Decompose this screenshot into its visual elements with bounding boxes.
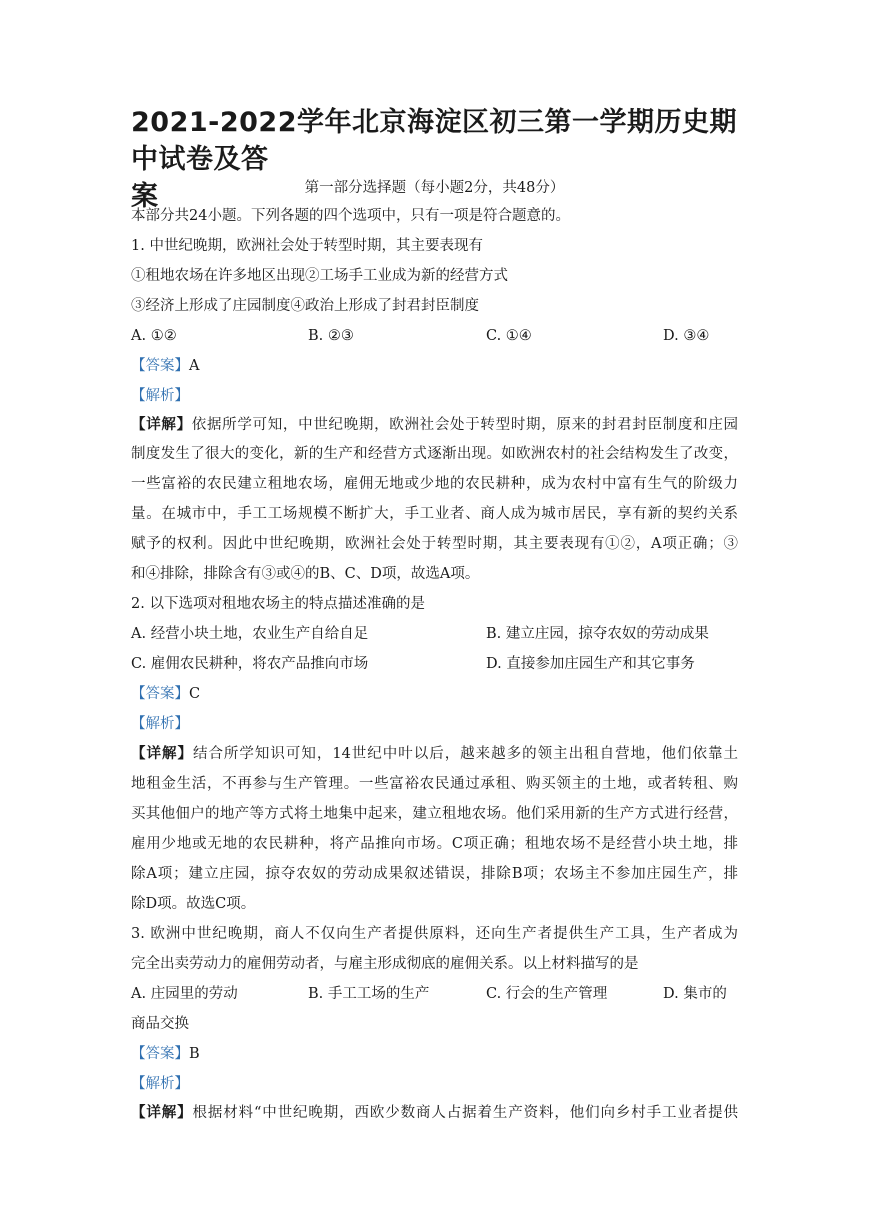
q3-stem-line-1: 3. 欧洲中世纪晚期，商人不仅向生产者提供原料，还向生产者提供生产工具，生产者成为 bbox=[131, 926, 738, 942]
q2-answer-value: C bbox=[189, 686, 201, 702]
section-intro: 本部分共24小题。下列各题的四个选项中，只有一项是符合题意的。 bbox=[131, 208, 570, 224]
q2-option-d: D. 直接参加庄园生产和其它事务 bbox=[486, 656, 695, 672]
title-line-1: 2021-2022学年北京海淀区初三第一学期历史期中试卷及答 bbox=[131, 107, 737, 175]
q2-detail-text-1: 结合所学知识可知，14世纪中叶以后，越来越多的领主出租自营地，他们依靠土 bbox=[192, 746, 738, 762]
title-line-2: 案 bbox=[131, 181, 159, 212]
q2-analysis-tag: 【解析】 bbox=[131, 716, 189, 732]
q2-detail-line-5: 除A项；建立庄园，掠夺农奴的劳动成果叙述错误，排除B项；农场主不参加庄园生产，排 bbox=[131, 866, 738, 882]
q2-detail-line-1 bbox=[131, 744, 738, 764]
q2-answer bbox=[131, 684, 200, 704]
q1-detail-line-6: 和④排除，排除含有③或④的B、C、D项，故选A项。 bbox=[131, 566, 480, 582]
q3-option-c: C. 行会的生产管理 bbox=[486, 986, 608, 1002]
detail-tag: 【详解】 bbox=[131, 1104, 193, 1121]
q1-option-b: B. ②③ bbox=[308, 328, 354, 344]
q1-option-a: A. ①② bbox=[131, 328, 177, 344]
q1-answer bbox=[131, 356, 199, 376]
q3-detail-text-1: 根据材料“中世纪晚期，西欧少数商人占据着生产资料，他们向乡村手工业者提供 bbox=[192, 1105, 738, 1121]
q1-option-c: C. ①④ bbox=[486, 328, 532, 344]
q1-detail-line-2: 制度发生了很大的变化，新的生产和经营方式逐渐出现。如欧洲农村的社会结构发生了改变， bbox=[131, 446, 738, 462]
q1-option-d: D. ③④ bbox=[663, 328, 710, 344]
q1-detail-line-3: 一些富裕的农民建立租地农场，雇佣无地或少地的农民耕种，成为农村中富有生气的阶级力 bbox=[131, 476, 738, 492]
q2-stem: 2. 以下选项对租地农场主的特点描述准确的是 bbox=[131, 596, 425, 612]
q3-option-d: D. 集市的 bbox=[663, 986, 727, 1002]
q3-option-a: A. 庄园里的劳动 bbox=[131, 986, 238, 1002]
page-title bbox=[131, 104, 751, 215]
answer-tag: 【答案】 bbox=[131, 358, 189, 374]
q3-stem-line-2: 完全出卖劳动力的雇佣劳动者，与雇主形成彻底的雇佣关系。以上材料描写的是 bbox=[131, 956, 639, 972]
q1-detail-text-1: 依据所学可知，中世纪晚期，欧洲社会处于转型时期，原来的封君封臣制度和庄园 bbox=[191, 417, 739, 433]
q1-stem: 1. 中世纪晚期，欧洲社会处于转型时期，其主要表现有 bbox=[131, 238, 483, 254]
q1-item-a: ①租地农场在许多地区出现②工场手工业成为新的经营方式 bbox=[131, 268, 508, 284]
q2-detail-line-6: 除D项。故选C项。 bbox=[131, 896, 256, 912]
q3-answer bbox=[131, 1044, 200, 1064]
q2-option-c: C. 雇佣农民耕种，将农产品推向市场 bbox=[131, 656, 369, 672]
q3-answer-value: B bbox=[189, 1046, 200, 1062]
q3-detail-line-1 bbox=[131, 1103, 738, 1123]
detail-tag: 【详解】 bbox=[131, 745, 193, 762]
q2-option-b: B. 建立庄园，掠夺农奴的劳动成果 bbox=[486, 626, 709, 642]
q1-answer-value: A bbox=[189, 358, 200, 374]
section-title: 第一部分选择题（每小题2分，共48分） bbox=[304, 180, 565, 196]
q2-detail-line-2: 地租金生活，不再参与生产管理。一些富裕农民通过承租、购买领主的土地，或者转租、购 bbox=[131, 776, 738, 792]
q1-detail-line-5: 赋予的权利。因此中世纪晚期，欧洲社会处于转型时期，其主要表现有①②，A项正确；③ bbox=[131, 536, 738, 552]
q2-option-a: A. 经营小块土地，农业生产自给自足 bbox=[131, 626, 369, 642]
q3-option-d-continued: 商品交换 bbox=[131, 1016, 189, 1032]
q1-detail-line-4: 量。在城市中，手工工场规模不断扩大，手工业者、商人成为城市居民，享有新的契约关系 bbox=[131, 506, 738, 522]
q1-analysis-tag: 【解析】 bbox=[131, 388, 189, 404]
answer-tag: 【答案】 bbox=[131, 1046, 189, 1062]
detail-tag: 【详解】 bbox=[131, 416, 192, 433]
q2-detail-line-4: 雇用少地或无地的农民耕种，将产品推向市场。C项正确；租地农场不是经营小块土地，排 bbox=[131, 836, 738, 852]
q2-detail-line-3: 买其他佃户的地产等方式将土地集中起来，建立租地农场。他们采用新的生产方式进行经营， bbox=[131, 806, 738, 822]
answer-tag: 【答案】 bbox=[131, 686, 189, 702]
q3-analysis-tag: 【解析】 bbox=[131, 1076, 189, 1092]
q3-option-b: B. 手工工场的生产 bbox=[308, 986, 430, 1002]
q1-detail-line-1 bbox=[131, 415, 738, 435]
q1-item-b: ③经济上形成了庄园制度④政治上形成了封君封臣制度 bbox=[131, 298, 479, 314]
